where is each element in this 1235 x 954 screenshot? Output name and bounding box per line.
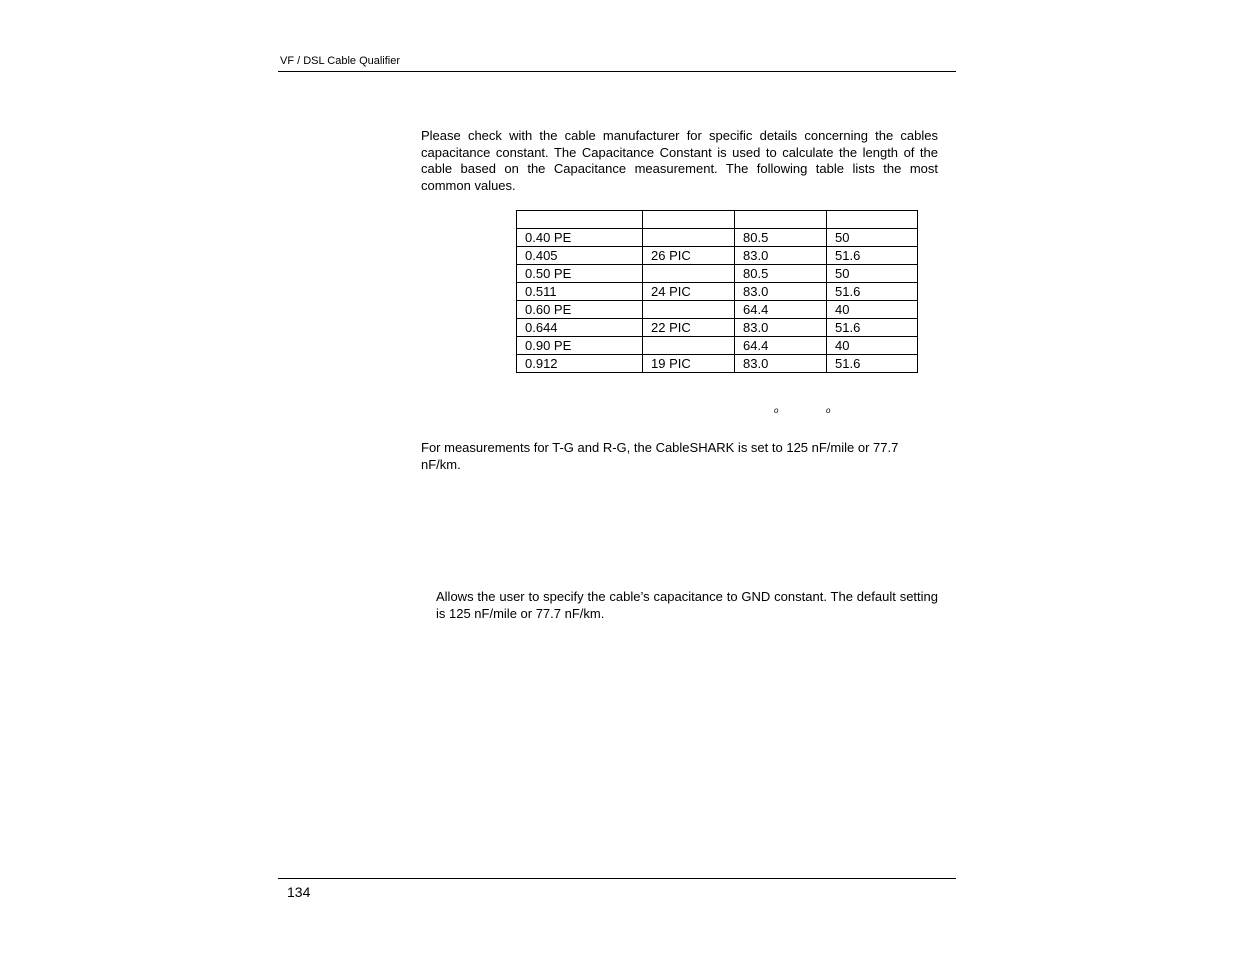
table-cell: 0.90 PE — [517, 337, 643, 355]
table-cell: 40 — [827, 337, 918, 355]
table-cell: 0.405 — [517, 247, 643, 265]
table-header-cell — [643, 211, 735, 229]
table-cell: 26 PIC — [643, 247, 735, 265]
table-row — [517, 301, 918, 319]
table-cell: 0.40 PE — [517, 229, 643, 247]
table-row — [517, 355, 918, 373]
table-cell: 50 — [827, 229, 918, 247]
table-cell: 51.6 — [827, 319, 918, 337]
table-cell: 24 PIC — [643, 283, 735, 301]
table-cell: 51.6 — [827, 283, 918, 301]
table-header-cell — [827, 211, 918, 229]
footer-rule — [278, 878, 956, 879]
table-row — [517, 283, 918, 301]
table-cell: 64.4 — [735, 301, 827, 319]
table-cell: 22 PIC — [643, 319, 735, 337]
table-cell: 50 — [827, 265, 918, 283]
setting-description-paragraph: Allows the user to specify the cable’s capacitance to GND constant. The default setting is 125 nF/mile or 77.7 nF/km. — [436, 589, 938, 621]
capacitance-table — [516, 210, 918, 373]
table-row — [517, 319, 918, 337]
table-header-row — [517, 211, 918, 229]
page-number: 134 — [287, 884, 311, 900]
degree-mark: o — [826, 406, 831, 415]
table-cell: 0.50 PE — [517, 265, 643, 283]
table-cell: 80.5 — [735, 265, 827, 283]
intro-paragraph: Please check with the cable manufacturer for specific details concerning the cables capacitance constant. The Capacitance Constant is used to calculate the length of the cable based on the Capacitance measurement. The following table lists the most common values. — [421, 128, 938, 193]
table-cell — [643, 229, 735, 247]
table-row — [517, 337, 918, 355]
table-cell: 0.60 PE — [517, 301, 643, 319]
table-row — [517, 247, 918, 265]
table-header-cell — [517, 211, 643, 229]
table-header-cell — [735, 211, 827, 229]
table-cell: 51.6 — [827, 355, 918, 373]
degree-mark: o — [774, 406, 779, 415]
table-cell: 83.0 — [735, 319, 827, 337]
table-cell: 40 — [827, 301, 918, 319]
table-cell: 0.511 — [517, 283, 643, 301]
table-cell: 0.912 — [517, 355, 643, 373]
table-cell: 19 PIC — [643, 355, 735, 373]
table-cell: 51.6 — [827, 247, 918, 265]
table-row — [517, 265, 918, 283]
table-cell: 83.0 — [735, 355, 827, 373]
measurement-note-paragraph: For measurements for T-G and R-G, the CableSHARK is set to 125 nF/mile or 77.7 nF/km. — [421, 440, 899, 472]
table-cell: 0.644 — [517, 319, 643, 337]
table-cell: 83.0 — [735, 283, 827, 301]
table-cell — [643, 265, 735, 283]
table-cell: 83.0 — [735, 247, 827, 265]
table-cell: 64.4 — [735, 337, 827, 355]
table-cell: 80.5 — [735, 229, 827, 247]
table-row — [517, 229, 918, 247]
header-rule — [278, 71, 956, 72]
running-header: VF / DSL Cable Qualifier — [280, 55, 401, 67]
table-cell — [643, 337, 735, 355]
table-cell — [643, 301, 735, 319]
